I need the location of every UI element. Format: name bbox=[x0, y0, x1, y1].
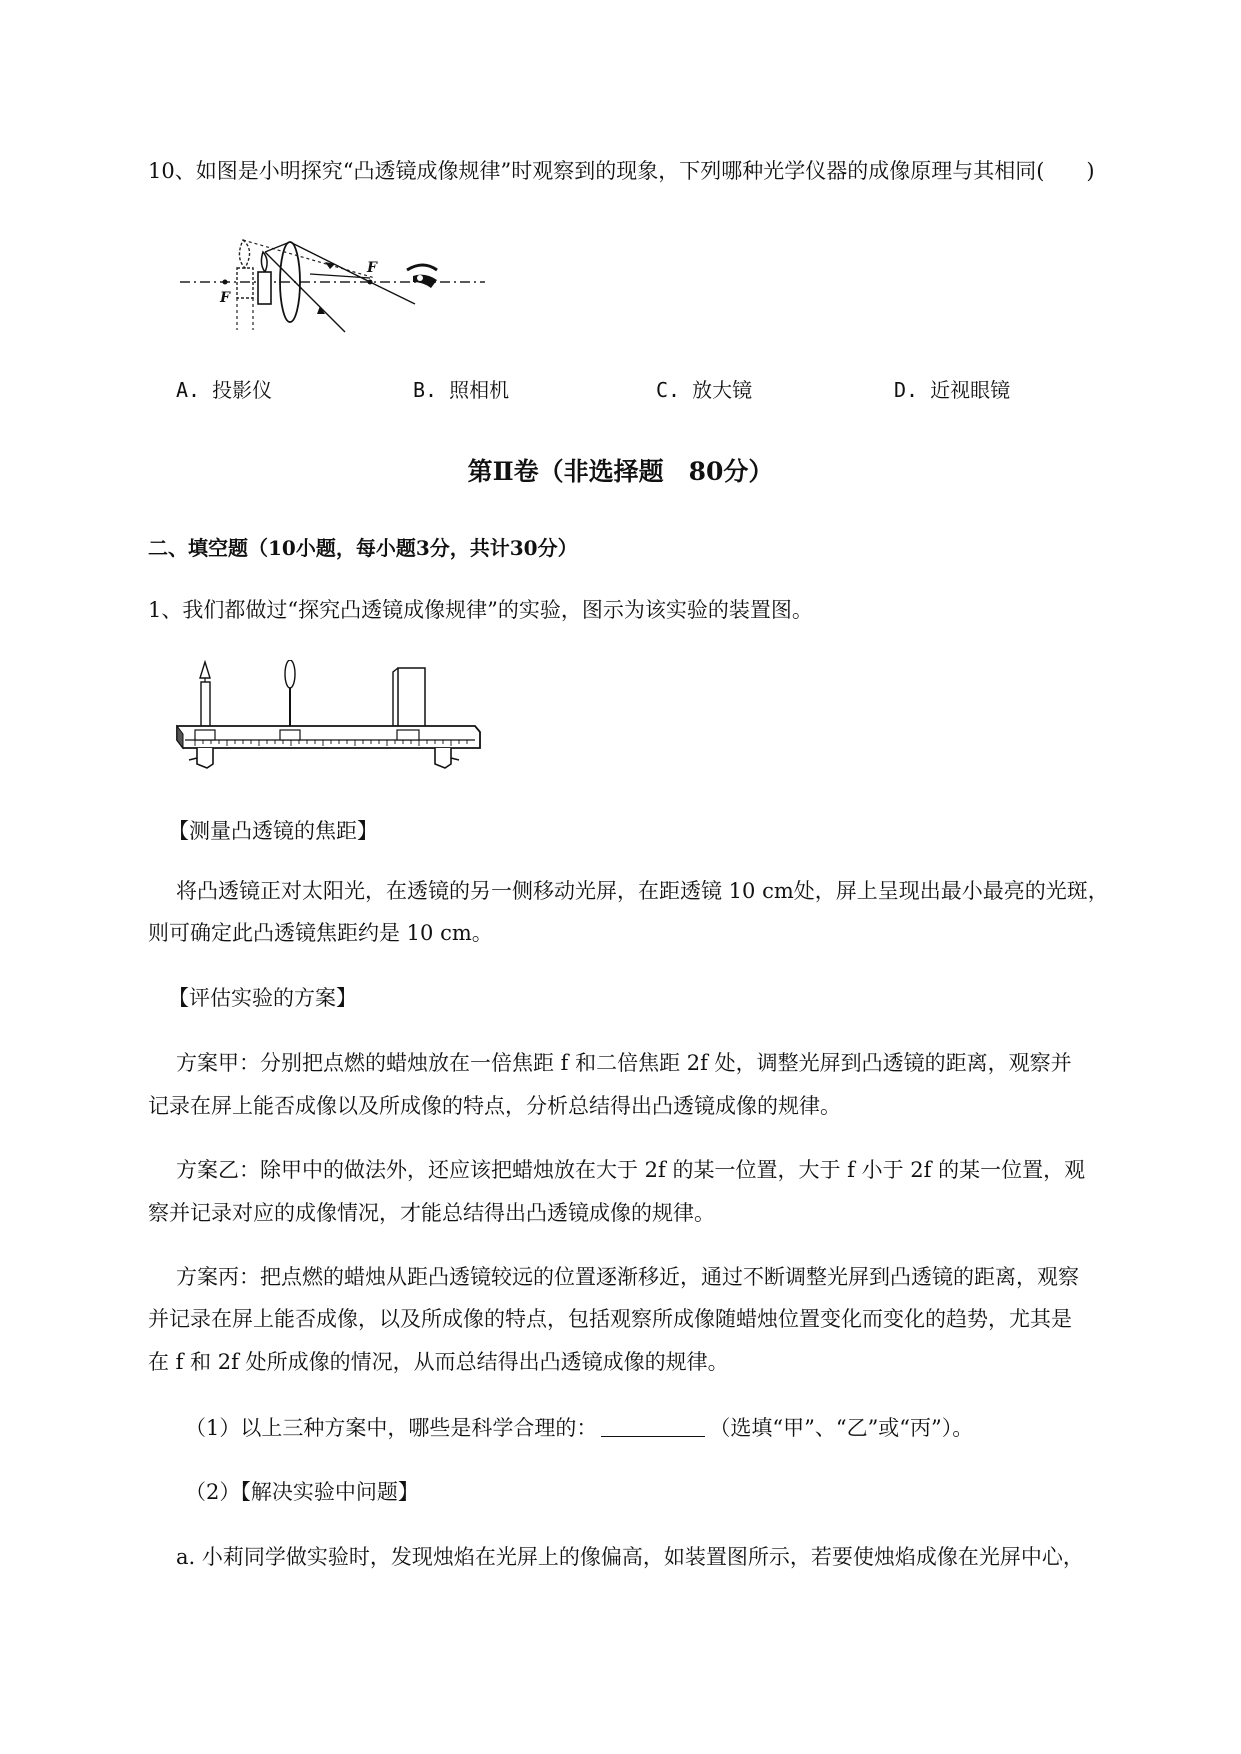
plan-b-line-1: 方案乙：除甲中的做法外，还应该把蜡烛放在大于 2f 的某一位置，大于 f 小于 2f 的某一位置，观 bbox=[176, 1158, 1086, 1182]
plan-a-line-1: 方案甲：分别把点燃的蜡烛放在一倍焦距 f 和二倍焦距 2f 处，调整光屏到凸透镜的距离，观察并 bbox=[176, 1051, 1072, 1075]
option-text: 投影仪 bbox=[212, 378, 273, 402]
optical-bench-diagram bbox=[175, 660, 490, 785]
sub-question-1-prompt: （1）以上三种方案中，哪些是科学合理的： bbox=[185, 1416, 598, 1440]
sub-question-1 bbox=[185, 1413, 973, 1443]
sub-question-a: a. 小莉同学做实验时，发现烛焰在光屏上的像偏高，如装置图所示，若要使烛焰成像在光屏中心， bbox=[176, 1545, 1084, 1569]
option-text: 放大镜 bbox=[692, 378, 753, 402]
eye-icon bbox=[407, 265, 437, 288]
option-a[interactable] bbox=[176, 374, 272, 403]
question-1-intro: 1、我们都做过“探究凸透镜成像规律”的实验，图示为该实验的装置图。 bbox=[148, 598, 813, 622]
option-d[interactable] bbox=[894, 374, 1010, 403]
heading-evaluate-plans: 【评估实验的方案】 bbox=[168, 986, 357, 1010]
lens-ray-diagram bbox=[175, 230, 505, 340]
option-text: 照相机 bbox=[449, 378, 510, 402]
plan-c-line-3: 在 f 和 2f 处所成像的情况，从而总结得出凸透镜成像的规律。 bbox=[148, 1350, 729, 1374]
plan-c-line-2: 并记录在屏上能否成像，以及所成像的特点，包括观察所成像随蜡烛位置变化而变化的趋势，尤其是 bbox=[148, 1307, 1072, 1331]
plan-a-line-2: 记录在屏上能否成像以及所成像的特点，分析总结得出凸透镜成像的规律。 bbox=[148, 1094, 841, 1118]
heading-measure-focal-length: 【测量凸透镜的焦距】 bbox=[168, 819, 378, 843]
option-text: 近视眼镜 bbox=[930, 378, 1011, 402]
measure-text-line-2: 则可确定此凸透镜焦距约是 10 cm。 bbox=[148, 921, 493, 945]
question-10-text: 10、如图是小明探究“凸透镜成像规律”时观察到的现象，下列哪种光学仪器的成像原理与其相同( ) bbox=[148, 159, 1095, 183]
option-c[interactable] bbox=[656, 374, 752, 403]
plan-b-line-2: 察并记录对应的成像情况，才能总结得出凸透镜成像的规律。 bbox=[148, 1201, 715, 1225]
option-letter: D. bbox=[894, 378, 919, 402]
section-title: 二、填空题（10小题，每小题3分，共计30分） bbox=[148, 536, 578, 560]
sub-question-1-hint: （选填“甲”、“乙”或“丙”）。 bbox=[709, 1416, 974, 1440]
sub-question-2: （2）【解决实验中问题】 bbox=[185, 1480, 419, 1504]
plan-c-line-1: 方案丙：把点燃的蜡烛从距凸透镜较远的位置逐渐移近，通过不断调整光屏到凸透镜的距离，观察 bbox=[176, 1265, 1079, 1289]
option-letter: A. bbox=[176, 378, 201, 402]
part-title: 第Ⅱ卷（非选择题 80分） bbox=[467, 457, 774, 486]
measure-text-line-1: 将凸透镜正对太阳光，在透镜的另一侧移动光屏，在距透镜 10 cm处，屏上呈现出最小最亮的光斑， bbox=[176, 879, 1109, 903]
option-letter: B. bbox=[413, 378, 438, 402]
focal-label-left: F bbox=[220, 290, 230, 306]
focal-label-right: F bbox=[367, 260, 377, 276]
answer-blank[interactable] bbox=[601, 1414, 705, 1437]
option-b[interactable] bbox=[413, 374, 509, 403]
option-letter: C. bbox=[656, 378, 681, 402]
